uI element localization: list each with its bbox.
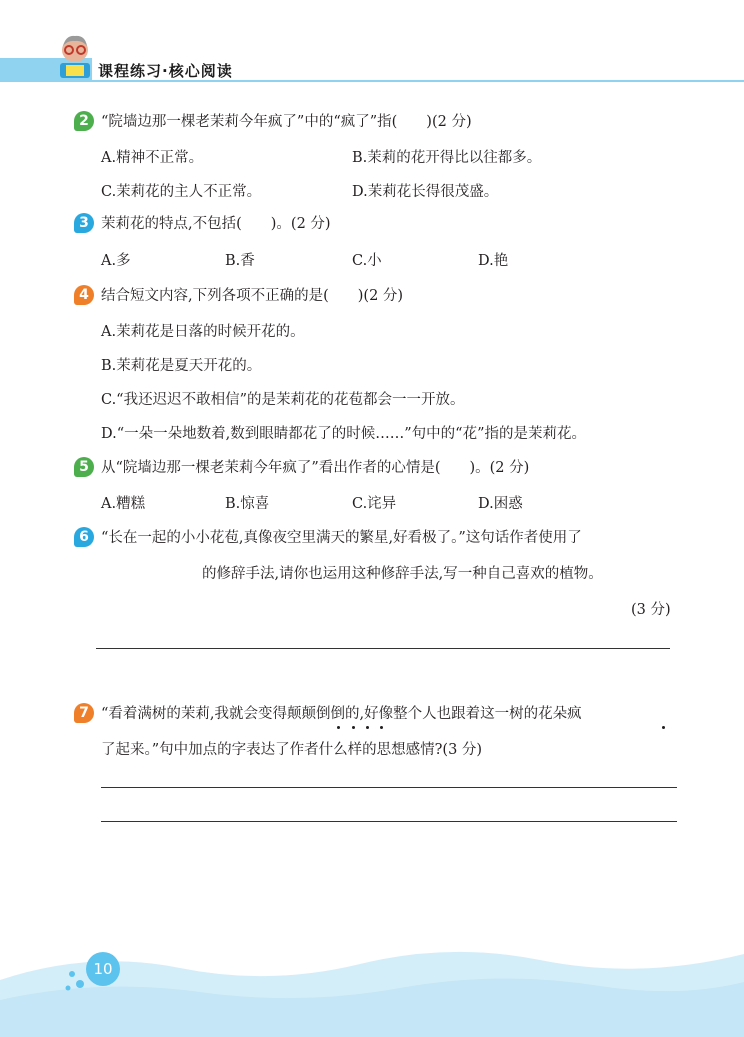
option-b: B.香 — [225, 253, 255, 269]
question-number-badge: 7 — [74, 703, 94, 723]
answer-line[interactable] — [101, 787, 677, 788]
option-c: C.诧异 — [352, 496, 397, 512]
option-c: C.“我还迟迟不敢相信”的是茉莉花的花苞都会一一开放。 — [101, 392, 465, 408]
emphasis-dot — [337, 726, 340, 729]
option-a: A.多 — [101, 253, 131, 269]
emphasis-dot — [352, 726, 355, 729]
option-a: A.糟糕 — [101, 496, 146, 512]
question-text: 结合短文内容,下列各项不正确的是( )(2 分) — [101, 288, 404, 304]
option-d: D.困惑 — [478, 496, 523, 512]
question-text: “院墙边那一棵老茉莉今年疯了”中的“疯了”指( )(2 分) — [101, 114, 472, 130]
question-text-line1: “看着满树的茉莉,我就会变得颠颠倒倒的,好像整个人也跟着这一树的花朵疯 — [101, 706, 582, 722]
option-d: D.艳 — [478, 253, 509, 269]
question-text: 从“院墙边那一棵老茉莉今年疯了”看出作者的心情是( )。(2 分) — [101, 460, 530, 476]
question-text: 茉莉花的特点,不包括( )。(2 分) — [101, 216, 331, 232]
option-b: B.惊喜 — [225, 496, 270, 512]
question-number-badge: 4 — [74, 285, 94, 305]
question-number-badge: 3 — [74, 213, 94, 233]
page-title: 课程练习·核心阅读 — [98, 62, 233, 80]
question-text-line2: 的修辞手法,请你也运用这种修辞手法,写一种自己喜欢的植物。 — [202, 566, 603, 582]
answer-line[interactable] — [96, 648, 670, 649]
question-number-badge: 5 — [74, 457, 94, 477]
answer-line[interactable] — [101, 821, 677, 822]
mascot-icon — [52, 32, 98, 80]
page-number: 10 — [86, 952, 120, 986]
option-b: B.茉莉花是夏天开花的。 — [101, 358, 262, 374]
emphasis-dot — [662, 726, 665, 729]
question-score: (3 分) — [631, 602, 671, 618]
option-d: D.“一朵一朵地数着,数到眼睛都花了的时候……”句中的“花”指的是茉莉花。 — [101, 426, 586, 442]
option-c: C.茉莉花的主人不正常。 — [101, 184, 262, 200]
option-c: C.小 — [352, 253, 382, 269]
question-number-badge: 6 — [74, 527, 94, 547]
emphasis-dot — [366, 726, 369, 729]
question-text-line1: “长在一起的小小花苞,真像夜空里满天的繁星,好看极了。”这句话作者使用了 — [101, 530, 582, 546]
option-d: D.茉莉花长得很茂盛。 — [352, 184, 499, 200]
option-a: A.茉莉花是日落的时候开花的。 — [101, 324, 305, 340]
option-a: A.精神不正常。 — [101, 150, 204, 166]
question-number-badge: 2 — [74, 111, 94, 131]
emphasis-dot — [380, 726, 383, 729]
option-b: B.茉莉的花开得比以往都多。 — [352, 150, 542, 166]
question-text-line2: 了起来。”句中加点的字表达了作者什么样的思想感情?(3 分) — [101, 742, 483, 758]
